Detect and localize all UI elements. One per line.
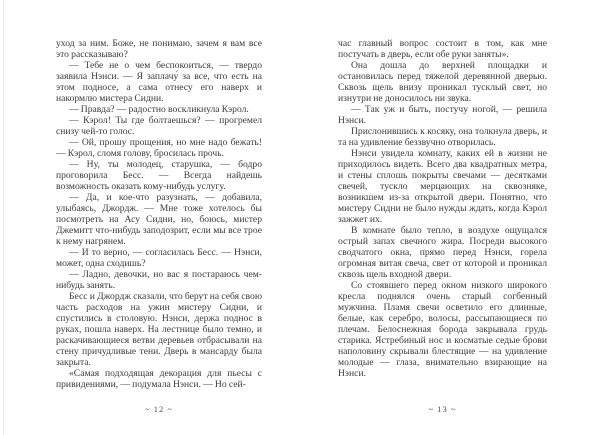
page-edge-line	[3, 0, 4, 435]
right-page-number: ~ 13 ~	[428, 404, 457, 414]
paragraph: — Кэрол! Ты где болтаешься? — прогремел снизу чей-то голос.	[56, 115, 262, 137]
paragraph: Бесс и Джордж сказали, что берут на себя свою часть расходов на ужин мистеру Сидни, и спустились в столовую. Нэнси, держа поднос в руках, пошла наверх. На лестнице было темно, и раскачивающиеся ветви деревьев отбрасывали на стену причудливые тени. Дверь в мансарду была закрыта.	[56, 291, 262, 368]
paragraph: — Ой, прошу прощения, но мне надо бежать! — Кэрол, сломя голову, бросилась прочь.	[56, 137, 262, 159]
paragraph: «Самая подходящая декорация для пьесы с привидениями, — подумала Нэнси. — Но сей-	[56, 368, 262, 390]
paragraph: — Да, и кое-что разузнать, — добавила, улыбаясь, Джордж. — Мне тоже хотелось бы посмотреть на Асу Сидни, но, боюсь, мистер Джемитт что-нибудь заподозрит, если мы все трое к нему нагрянем.	[56, 192, 262, 247]
paragraph: — Ну, ты молодец, старушка, — бодро проговорила Бесс. — Всегда найдешь возможность оказать кому-нибудь услугу.	[56, 159, 262, 192]
paragraph: — Тебе не о чем беспокоиться, — твердо заявила Нэнси. — Я заплачу́ за все, что есть на этом подносе, а сама отнесу его наверх и накормлю мистера Сидни.	[56, 60, 262, 104]
paragraph: В комнате было тепло, в воздухе ощущался острый запах свечного жира. Посреди высокого сводчатого окна, прямо перед Нэнси, горела огромная витая свеча, свет от которой и проникал сквозь щель входной двери.	[338, 225, 547, 280]
right-page	[338, 38, 547, 379]
paragraph: уход за ним. Боже, не понимаю, зачем я вам все это рассказываю?	[56, 38, 262, 60]
paragraph: — Ладно, девочки, но вас я постараюсь чем-нибудь занять.	[56, 269, 262, 291]
paragraph: час главный вопрос состоит в том, как мне постучать в дверь, если обе руки заняты».	[338, 38, 547, 60]
paragraph: Нэнси увидела комнату, каких ей в жизни не приходилось видеть. Всего два квадратных метра, и стены сплошь покрыты свечами — десятками свечей, тускло мерцающих на сквозняке, возникшем из-за открытой двери. Понятно, что мистеру Сидни не было нужды ждать, когда Кэрол зажжет их.	[338, 148, 547, 225]
paragraph: Она дошла до верхней площадки и остановилась перед тяжелой деревянной дверью. Сквозь щель внизу проникал тусклый свет, но изнутри не доносилось ни звука.	[338, 60, 547, 104]
left-page-number: ~ 12 ~	[145, 404, 173, 414]
paragraph: — Так уж и быть, постучу ногой, — решила Нэнси.	[338, 104, 547, 126]
paragraph: — И то верно, — согласилась Бесс. — Нэнси, может, одна сходишь?	[56, 247, 262, 269]
paragraph: Со стоявшего перед окном низкого широкого кресла поднялся очень старый согбенный мужчина. Пламя свечи осветило его длинные, белые, как серебро, волосы, рассыпающиеся по плечам. Белоснежная борода закрывала грудь старика. Ястребиный нос и косматые седые брови наполовину скрывали блестящие — на удивление молодые — глаза, внимательно взирающие на Нэнси.	[338, 280, 547, 379]
left-page	[56, 38, 262, 390]
paragraph: Прислонившись к косяку, она толкнула дверь, и та на удивление беззвучно отворилась.	[338, 126, 547, 148]
paragraph: — Правда? — радостно воскликнула Кэрол.	[69, 104, 249, 115]
